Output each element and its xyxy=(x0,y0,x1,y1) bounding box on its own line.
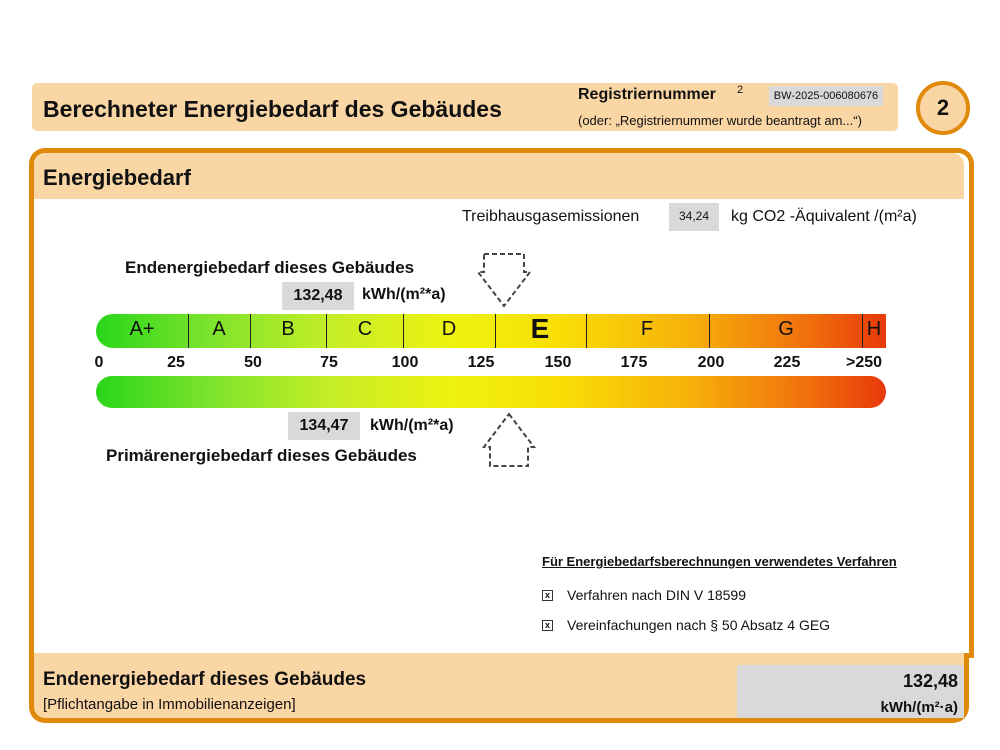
scale-tick: 150 xyxy=(544,354,572,371)
final-energy-value: 132,48 xyxy=(282,282,354,310)
energy-scale-gradient xyxy=(96,376,886,408)
class-divider xyxy=(403,314,404,348)
scale-tick: 0 xyxy=(94,354,104,371)
up-arrow-icon xyxy=(482,411,536,469)
class-divider xyxy=(709,314,710,348)
class-label-e-active: E xyxy=(530,313,550,344)
primary-energy-label: Primärenergiebedarf dieses Gebäudes xyxy=(106,446,417,465)
final-energy-unit: kWh/(m²*a) xyxy=(362,286,446,303)
emissions-value: 34,24 xyxy=(669,203,719,231)
class-divider xyxy=(495,314,496,348)
scale-tick: 25 xyxy=(167,354,185,371)
footer-label: Endenergiebedarf dieses Gebäudes xyxy=(43,669,367,690)
footer-unit: kWh/(m²·a) xyxy=(880,699,958,716)
class-divider xyxy=(250,314,251,348)
scale-tick: 125 xyxy=(467,354,495,371)
scale-tick: 200 xyxy=(697,354,725,371)
footer-note: [Pflichtangabe in Immobilienanzeigen] xyxy=(43,696,296,713)
method-title: Für Energiebedarfsberechnungen verwendetes Verfahren xyxy=(542,554,897,569)
registration-label: Registriernummer xyxy=(578,86,716,103)
emissions-unit: kg CO2 -Äquivalent /(m²a) xyxy=(731,208,917,225)
scale-tick: 225 xyxy=(773,354,801,371)
registration-note: (oder: „Registriernummer wurde beantragt am...“) xyxy=(578,113,862,128)
emissions-label: Treibhausgasemissionen xyxy=(462,208,640,225)
header-title: Berechneter Energiebedarf des Gebäudes xyxy=(43,96,502,122)
class-label-h: H xyxy=(866,318,882,340)
class-divider xyxy=(326,314,327,348)
class-divider xyxy=(188,314,189,348)
registration-footnote: 2 xyxy=(737,84,744,96)
section-title: Energiebedarf xyxy=(43,165,191,190)
class-divider xyxy=(586,314,587,348)
method-label-din: Verfahren nach DIN V 18599 xyxy=(567,587,747,603)
scale-tick: 75 xyxy=(320,354,338,371)
class-label-b: B xyxy=(281,318,295,340)
method-checkbox-simplified: x xyxy=(542,620,553,631)
primary-energy-value: 134,47 xyxy=(288,412,360,440)
class-label-f: F xyxy=(640,318,654,340)
footer-value: 132,48 xyxy=(902,671,958,691)
final-energy-label: Endenergiebedarf dieses Gebäudes xyxy=(125,258,415,277)
page-number-badge: 2 xyxy=(916,81,970,135)
class-label-d: D xyxy=(441,318,457,340)
method-label-simplified: Vereinfachungen nach § 50 Absatz 4 GEG xyxy=(567,617,831,633)
scale-tick: 175 xyxy=(620,354,648,371)
class-divider xyxy=(862,314,863,348)
scale-tick: >250 xyxy=(845,354,883,371)
class-label-c: C xyxy=(357,318,373,340)
class-label-a-plus: A+ xyxy=(129,318,155,340)
class-label-g: G xyxy=(778,318,794,340)
scale-tick: 50 xyxy=(244,354,262,371)
down-arrow-icon xyxy=(476,251,532,309)
class-label-a: A xyxy=(212,318,226,340)
registration-number: BW-2025-006080676 xyxy=(769,86,883,106)
primary-energy-unit: kWh/(m²*a) xyxy=(370,417,454,434)
method-checkbox-din: x xyxy=(542,590,553,601)
scale-tick: 100 xyxy=(391,354,419,371)
